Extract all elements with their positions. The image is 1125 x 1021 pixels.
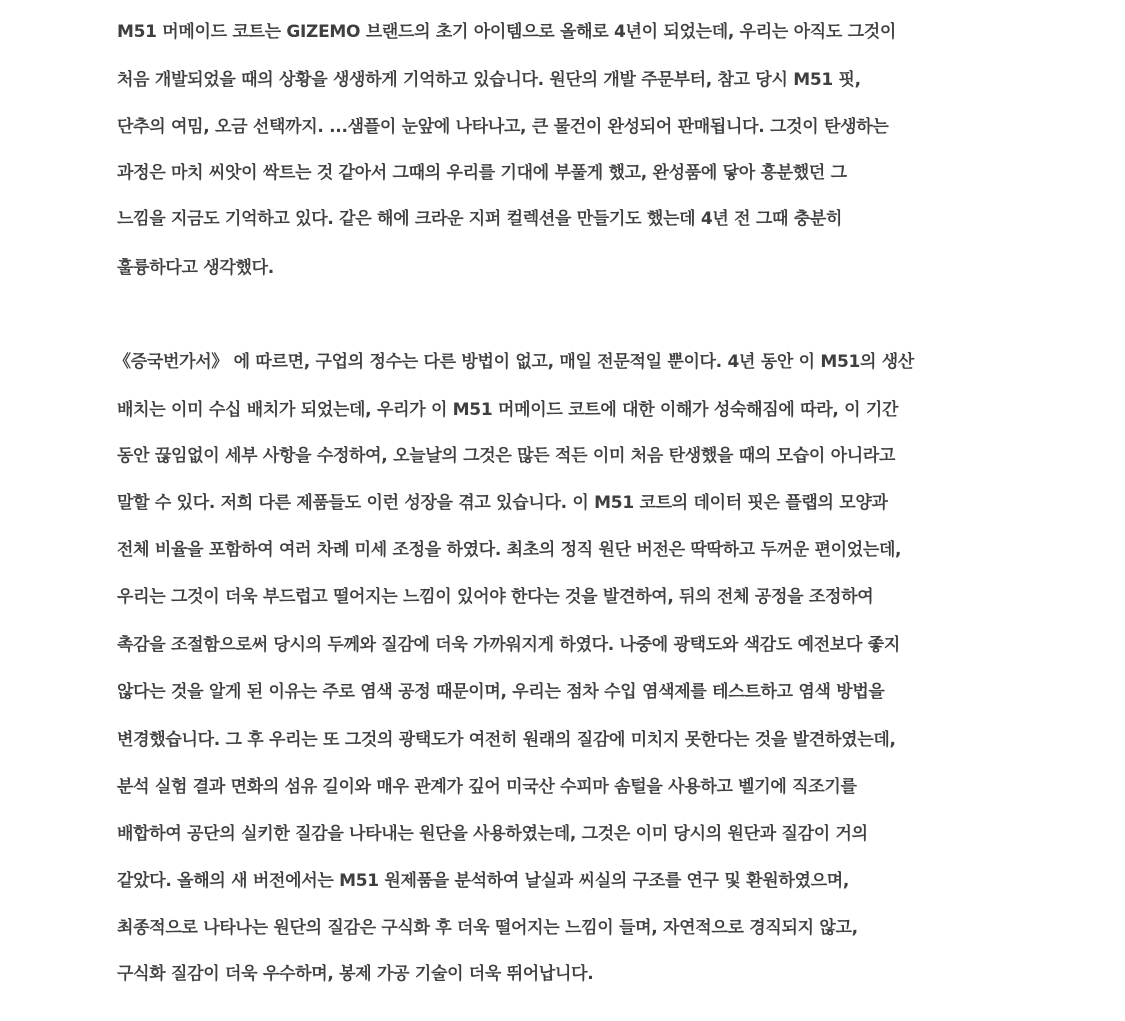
text-line: 않다는 것을 알게 된 이유는 주로 염색 공정 때문이며, 우리는 점차 수입 염색제를 테스트하고 염색 방법을 (117, 682, 885, 702)
text-line: 구식화 질감이 더욱 우수하며, 봉제 가공 기술이 더욱 뛰어납니다. (117, 964, 594, 984)
text-line: 최종적으로 나타나는 원단의 질감은 구식화 후 더욱 떨어지는 느낌이 들며, 자연적으로 경직되지 않고, (117, 918, 858, 938)
text-line: 느낌을 지금도 기억하고 있다. 같은 해에 크라운 지퍼 컬렉션을 만들기도 했는데 4년 전 그때 충분히 (117, 209, 843, 229)
text-line: 촉감을 조절함으로써 당시의 두께와 질감에 더욱 가까워지게 하였다. 나중에 광택도와 색감도 예전보다 좋지 (117, 635, 900, 655)
text-line: 배치는 이미 수십 배치가 되었는데, 우리가 이 M51 머메이드 코트에 대한 이해가 성숙해짐에 따라, 이 기간 (117, 400, 899, 420)
text-line: 처음 개발되었을 때의 상황을 생생하게 기억하고 있습니다. 원단의 개발 주문부터, 참고 당시 M51 핏, (117, 70, 861, 90)
text-line: 우리는 그것이 더욱 부드럽고 떨어지는 느낌이 있어야 한다는 것을 발견하여, 뒤의 전체 공정을 조정하여 (117, 587, 874, 607)
text-line: 말할 수 있다. 저희 다른 제품들도 이런 성장을 겪고 있습니다. 이 M51 코트의 데이터 핏은 플랩의 모양과 (117, 493, 888, 513)
text-line: 《증국번가서》 에 따르면, 구업의 정수는 다른 방법이 없고, 매일 전문적일 뿐이다. 4년 동안 이 M51의 생산 (114, 352, 914, 372)
text-line: 전체 비율을 포함하여 여러 차례 미세 조정을 하였다. 최초의 정직 원단 버전은 딱딱하고 두꺼운 편이었는데, (117, 540, 902, 560)
text-line: 변경했습니다. 그 후 우리는 또 그것의 광택도가 여전히 원래의 질감에 미치지 못한다는 것을 발견하였는데, (117, 730, 896, 750)
text-line: 동안 끊임없이 세부 사항을 수정하여, 오늘날의 그것은 많든 적든 이미 처음 탄생했을 때의 모습이 아니라고 (117, 446, 896, 466)
text-line: 과정은 마치 씨앗이 싹트는 것 같아서 그때의 우리를 기대에 부풀게 했고, 완성품에 닿아 흥분했던 그 (117, 163, 847, 183)
text-line: 단추의 여밈, 오금 선택까지. ...샘플이 눈앞에 나타나고, 큰 물건이 완성되어 판매됩니다. 그것이 탄생하는 (117, 117, 889, 137)
text-line: M51 머메이드 코트는 GIZEMO 브랜드의 초기 아이템으로 올해로 4년이 되었는데, 우리는 아직도 그것이 (117, 22, 896, 42)
text-line: 같았다. 올해의 새 버전에서는 M51 원제품을 분석하여 날실과 씨실의 구조를 연구 및 환원하였으며, (117, 871, 850, 891)
text-line: 분석 실험 결과 면화의 섬유 길이와 매우 관계가 깊어 미국산 수피마 솜털을 사용하고 벨기에 직조기를 (117, 777, 857, 797)
text-line: 훌륭하다고 생각했다. (117, 258, 274, 278)
text-line: 배합하여 공단의 실키한 질감을 나타내는 원단을 사용하였는데, 그것은 이미 당시의 원단과 질감이 거의 (117, 824, 868, 844)
